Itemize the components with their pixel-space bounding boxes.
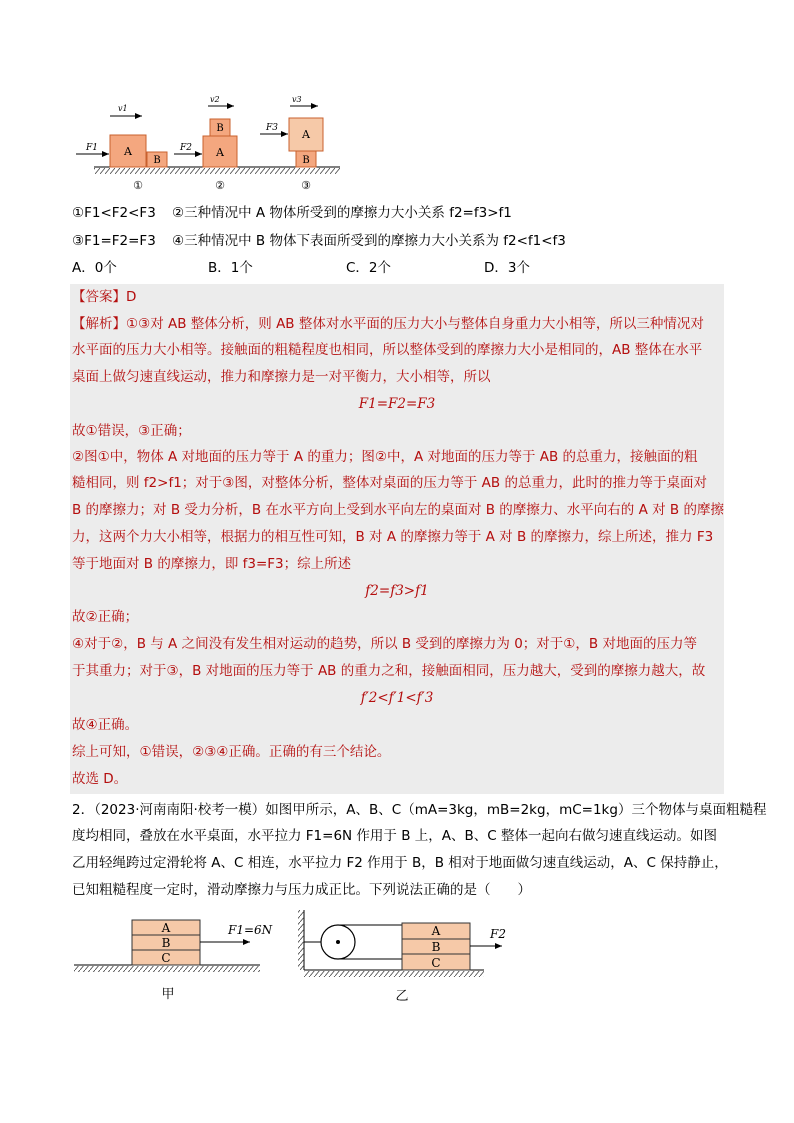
caption-1: ①	[133, 179, 143, 192]
yi-label-c: C	[431, 956, 441, 970]
block-a-3-label: A	[302, 128, 310, 141]
analysis-line-9: 等于地面对 B 的摩擦力，即 f3=F3；综上所述	[72, 556, 352, 572]
equation-3: f′2<f′1<f′3	[360, 690, 434, 706]
block-a-1-label: A	[124, 145, 132, 158]
option-b[interactable]: B．1个	[208, 260, 253, 276]
question-2-line-3: 乙用轻绳跨过定滑轮将 A、C 相连，水平拉力 F2 作用于 B，B 相对于地面做匀速直线运动，A、C 保持静止，	[72, 855, 728, 871]
statement-1: ①F1<F2<F3	[72, 205, 156, 221]
analysis-line-12: 于其重力；对于③，B 对地面的压力等于 AB 的重力之和，接触面相同，压力越大，受到的摩擦力越大，故	[72, 663, 706, 679]
answer-value: D	[126, 289, 137, 305]
option-c[interactable]: C．2个	[346, 260, 392, 276]
analysis-line-15: 故选 D。	[72, 771, 128, 787]
yi-label-b: B	[431, 940, 441, 954]
equation-2: f2=f3>f1	[365, 583, 429, 599]
caption-jia: 甲	[161, 987, 175, 1002]
block-b-2-label: B	[216, 123, 224, 134]
caption-3: ③	[301, 179, 311, 192]
analysis-line-13: 故④正确。	[72, 717, 139, 733]
caption-2: ②	[215, 179, 225, 192]
answer-label: 【答案】	[72, 289, 126, 305]
analysis-text-1: ①③对 AB 整体分析，则 AB 整体对水平面的压力大小与整体自身重力大小相等，所以三种情况对	[126, 316, 704, 332]
analysis-line-6: 糙相同，则 f2>f1；对于③图，对整体分析，整体对桌面的压力等于 AB 的总重力，此时的推力等于桌面对	[72, 475, 707, 491]
block-a-2-label: A	[216, 146, 224, 159]
question-2-line-4: 已知粗糙程度一定时，滑动摩擦力与压力成正比。下列说法正确的是（ ）	[72, 882, 531, 898]
yi-label-a: A	[431, 924, 441, 938]
analysis-line-11: ④对于②，B 与 A 之间没有发生相对运动的趋势，所以 B 受到的摩擦力为 0；对于①，B 对地面的压力等	[72, 636, 697, 652]
question-2-line-1: 2．（2023·河南南阳·校考一模）如图甲所示，A、B、C（mA=3kg，mB=2kg，mC=1kg）三个物体与桌面粗糙程	[72, 802, 767, 818]
force-label-2: F2	[180, 143, 192, 153]
analysis-line-3: 桌面上做匀速直线运动，推力和摩擦力是一对平衡力，大小相等，所以	[72, 369, 491, 385]
analysis-label: 【解析】	[72, 316, 126, 332]
equation-1: F1=F2=F3	[358, 396, 436, 412]
velocity-label-1: v1	[118, 104, 128, 113]
analysis-line-5: ②图①中，物体 A 对地面的压力等于 A 的重力；图②中，A 对地面的压力等于 AB 的总重力，接触面的粗	[72, 449, 698, 465]
caption-yi: 乙	[395, 989, 409, 1004]
statement-2: ②三种情况中 A 物体所受到的摩擦力大小关系 f2=f3>f1	[172, 205, 512, 221]
statement-4: ④三种情况中 B 物体下表面所受到的摩擦力大小关系为 f2<f1<f3	[172, 233, 566, 249]
block-b-1-label: B	[153, 155, 161, 166]
answer-line	[72, 287, 136, 307]
jia-label-c: C	[161, 951, 171, 965]
analysis-line-8: 力，这两个力大小相等，根据力的相互性可知，B 对 A 的摩擦力等于 A 对 B 的摩擦力，综上所述，推力 F3	[72, 529, 714, 545]
question-2-line-2: 度均相同，叠放在水平桌面，水平拉力 F1=6N 作用于 B 上，A、B、C 整体一起向右做匀速直线运动。如图	[72, 828, 717, 844]
option-a[interactable]: A．0个	[72, 260, 117, 276]
analysis-line-1	[72, 314, 704, 334]
jia-label-a: A	[161, 921, 171, 935]
analysis-line-2: 水平面的压力大小相等。接触面的粗糙程度也相同，所以整体受到的摩擦力大小是相同的，AB 整体在水平	[72, 342, 703, 358]
analysis-line-7: B 的摩擦力；对 B 受力分析，B 在水平方向上受到水平向左的桌面对 B 的摩擦力、水平向右的 A 对 B 的摩擦	[72, 502, 724, 518]
analysis-line-14: 综上可知，①错误，②③④正确。正确的有三个结论。	[72, 744, 391, 760]
force-f2-label: F2	[490, 927, 506, 941]
block-b-3-label: B	[302, 155, 310, 166]
statement-3: ③F1=F2=F3	[72, 233, 156, 249]
force-f1-label: F1=6N	[228, 923, 273, 937]
figure-1-blocks	[70, 96, 350, 196]
force-label-3: F3	[266, 123, 278, 133]
velocity-label-2: v2	[210, 96, 220, 104]
option-d[interactable]: D．3个	[484, 260, 530, 276]
force-label-1: F1	[86, 143, 98, 153]
velocity-label-3: v3	[292, 96, 302, 104]
analysis-line-4: 故①错误，③正确；	[72, 423, 191, 439]
figure-2-stacked-blocks	[70, 910, 510, 1010]
jia-label-b: B	[161, 936, 171, 950]
analysis-line-10: 故②正确；	[72, 609, 139, 625]
